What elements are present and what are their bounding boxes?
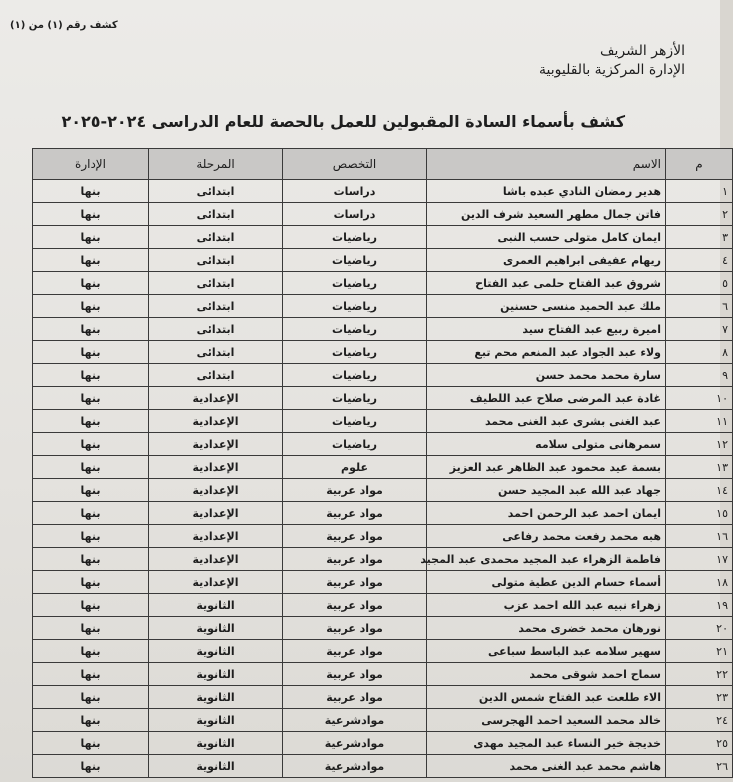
administration-cell: بنها [33, 295, 149, 318]
table-row [33, 203, 733, 226]
table-row [33, 341, 733, 364]
specialty-cell: رياضيات [283, 318, 427, 341]
person-name-cell: اميرة ربيع عبد الفتاح سيد [427, 318, 666, 341]
row-number-cell: ٢٠ [666, 617, 733, 640]
table-row [33, 226, 733, 249]
row-number-cell: ٢٤ [666, 709, 733, 732]
specialty-cell: دراسات [283, 180, 427, 203]
stage-cell: الثانوية [149, 732, 283, 755]
administration-cell: بنها [33, 272, 149, 295]
header-admin: الإدارة [33, 149, 149, 180]
person-name-cell: فاتن جمال مطهر السعيد شرف الدين [427, 203, 666, 226]
stage-cell: الثانوية [149, 640, 283, 663]
administration-cell: بنها [33, 594, 149, 617]
org-line-2: الإدارة المركزية بالقليوبية [539, 62, 685, 78]
specialty-cell: مواد عربية [283, 686, 427, 709]
administration-cell: بنها [33, 249, 149, 272]
header-no: م [666, 149, 733, 180]
administration-cell: بنها [33, 364, 149, 387]
row-number-cell: ٢٦ [666, 755, 733, 778]
administration-cell: بنها [33, 387, 149, 410]
row-number-cell: ١٥ [666, 502, 733, 525]
row-number-cell: ٨ [666, 341, 733, 364]
administration-cell: بنها [33, 686, 149, 709]
table-row [33, 640, 733, 663]
person-name-cell: عبد الغنى بشرى عبد الغنى محمد [427, 410, 666, 433]
stage-cell: الإعدادية [149, 479, 283, 502]
stage-cell: الإعدادية [149, 571, 283, 594]
table-row [33, 479, 733, 502]
stage-cell: ابتدائى [149, 226, 283, 249]
administration-cell: بنها [33, 571, 149, 594]
specialty-cell: مواد عربية [283, 640, 427, 663]
specialty-cell: رياضيات [283, 249, 427, 272]
person-name-cell: فاطمة الزهراء عبد المجيد محمدى عبد المجيد [427, 548, 666, 571]
person-name-cell: بسمة عيد محمود عبد الظاهر عبد العزيز [427, 456, 666, 479]
table-row [33, 410, 733, 433]
table-row [33, 525, 733, 548]
stage-cell: الثانوية [149, 617, 283, 640]
specialty-cell: رياضيات [283, 295, 427, 318]
administration-cell: بنها [33, 732, 149, 755]
row-number-cell: ١٧ [666, 548, 733, 571]
table-header-row [33, 149, 733, 180]
stage-cell: الثانوية [149, 663, 283, 686]
stage-cell: الإعدادية [149, 456, 283, 479]
person-name-cell: ولاء عبد الجواد عبد المنعم محم تبع [427, 341, 666, 364]
specialty-cell: دراسات [283, 203, 427, 226]
person-name-cell: هبه محمد رفعت محمد رفاعى [427, 525, 666, 548]
table-row [33, 617, 733, 640]
person-name-cell: ايمان كامل متولى حسب النبى [427, 226, 666, 249]
administration-cell: بنها [33, 525, 149, 548]
row-number-cell: ٥ [666, 272, 733, 295]
table-row [33, 364, 733, 387]
table-row [33, 433, 733, 456]
row-number-cell: ١٠ [666, 387, 733, 410]
table-row [33, 755, 733, 778]
row-number-cell: ٣ [666, 226, 733, 249]
person-name-cell: سهير سلامه عبد الباسط سباعى [427, 640, 666, 663]
administration-cell: بنها [33, 341, 149, 364]
table-row [33, 548, 733, 571]
specialty-cell: مواد عربية [283, 617, 427, 640]
administration-cell: بنها [33, 318, 149, 341]
administration-cell: بنها [33, 180, 149, 203]
person-name-cell: أسماء حسام الدين عطية متولى [427, 571, 666, 594]
stage-cell: ابتدائى [149, 295, 283, 318]
row-number-cell: ٤ [666, 249, 733, 272]
stage-cell: الثانوية [149, 755, 283, 778]
organization-header [539, 42, 685, 80]
administration-cell: بنها [33, 502, 149, 525]
sheet-number: كشف رقم (١) من (١) [10, 20, 118, 31]
person-name-cell: ريهام عفيفى ابراهيم العمرى [427, 249, 666, 272]
table-row [33, 249, 733, 272]
administration-cell: بنها [33, 433, 149, 456]
row-number-cell: ٢٢ [666, 663, 733, 686]
row-number-cell: ١٩ [666, 594, 733, 617]
row-number-cell: ١٦ [666, 525, 733, 548]
specialty-cell: رياضيات [283, 272, 427, 295]
administration-cell: بنها [33, 617, 149, 640]
administration-cell: بنها [33, 709, 149, 732]
stage-cell: الثانوية [149, 686, 283, 709]
administration-cell: بنها [33, 203, 149, 226]
person-name-cell: سماح احمد شوقى محمد [427, 663, 666, 686]
specialty-cell: رياضيات [283, 226, 427, 249]
person-name-cell: هاشم محمد عبد الغنى محمد [427, 755, 666, 778]
header-specialty: التخصص [283, 149, 427, 180]
stage-cell: ابتدائى [149, 180, 283, 203]
specialty-cell: مواد عربية [283, 502, 427, 525]
administration-cell: بنها [33, 410, 149, 433]
specialty-cell: موادشرعية [283, 732, 427, 755]
person-name-cell: سارة محمد محمد حسن [427, 364, 666, 387]
stage-cell: الإعدادية [149, 548, 283, 571]
table-row [33, 594, 733, 617]
specialty-cell: موادشرعية [283, 755, 427, 778]
table-row [33, 571, 733, 594]
person-name-cell: الاء طلعت عبد الفتاح شمس الدين [427, 686, 666, 709]
table-body [33, 180, 733, 778]
stage-cell: الإعدادية [149, 525, 283, 548]
row-number-cell: ٢١ [666, 640, 733, 663]
table-row [33, 387, 733, 410]
stage-cell: الإعدادية [149, 502, 283, 525]
table-row [33, 272, 733, 295]
administration-cell: بنها [33, 663, 149, 686]
person-name-cell: ايمان احمد عبد الرحمن احمد [427, 502, 666, 525]
stage-cell: الإعدادية [149, 433, 283, 456]
specialty-cell: موادشرعية [283, 709, 427, 732]
specialty-cell: رياضيات [283, 364, 427, 387]
row-number-cell: ١١ [666, 410, 733, 433]
row-number-cell: ٢٥ [666, 732, 733, 755]
specialty-cell: رياضيات [283, 341, 427, 364]
stage-cell: ابتدائى [149, 318, 283, 341]
specialty-cell: مواد عربية [283, 594, 427, 617]
specialty-cell: مواد عربية [283, 663, 427, 686]
table-row [33, 709, 733, 732]
person-name-cell: خالد محمد السعيد احمد الهجرسى [427, 709, 666, 732]
stage-cell: ابتدائى [149, 249, 283, 272]
administration-cell: بنها [33, 548, 149, 571]
specialty-cell: مواد عربية [283, 571, 427, 594]
administration-cell: بنها [33, 640, 149, 663]
table-row [33, 732, 733, 755]
table-row [33, 318, 733, 341]
org-line-1: الأزهر الشريف [600, 43, 685, 59]
row-number-cell: ٢ [666, 203, 733, 226]
stage-cell: ابتدائى [149, 203, 283, 226]
stage-cell: الإعدادية [149, 410, 283, 433]
specialty-cell: مواد عربية [283, 525, 427, 548]
specialty-cell: رياضيات [283, 433, 427, 456]
stage-cell: الثانوية [149, 594, 283, 617]
person-name-cell: سمرهانى متولى سلامه [427, 433, 666, 456]
stage-cell: ابتدائى [149, 364, 283, 387]
specialty-cell: علوم [283, 456, 427, 479]
administration-cell: بنها [33, 226, 149, 249]
row-number-cell: ٢٣ [666, 686, 733, 709]
row-number-cell: ١٤ [666, 479, 733, 502]
person-name-cell: شروق عبد الفتاح حلمى عبد الفتاح [427, 272, 666, 295]
table-row [33, 502, 733, 525]
stage-cell: الإعدادية [149, 387, 283, 410]
administration-cell: بنها [33, 479, 149, 502]
table-row [33, 295, 733, 318]
row-number-cell: ٧ [666, 318, 733, 341]
administration-cell: بنها [33, 755, 149, 778]
table-row [33, 686, 733, 709]
specialty-cell: رياضيات [283, 387, 427, 410]
row-number-cell: ١٨ [666, 571, 733, 594]
row-number-cell: ١٣ [666, 456, 733, 479]
specialty-cell: رياضيات [283, 410, 427, 433]
row-number-cell: ١٢ [666, 433, 733, 456]
header-name: الاسم [427, 149, 666, 180]
table-row [33, 456, 733, 479]
person-name-cell: ملك عبد الحميد منسى حسنين [427, 295, 666, 318]
specialty-cell: مواد عربية [283, 479, 427, 502]
accepted-list-table [32, 148, 733, 778]
document-title: كشف بأسماء السادة المقبولين للعمل بالحصة للعام الدراسى ٢٠٢٤-٢٠٢٥ [61, 112, 625, 131]
stage-cell: ابتدائى [149, 272, 283, 295]
table-row [33, 180, 733, 203]
stage-cell: الثانوية [149, 709, 283, 732]
person-name-cell: هدير رمضان النادي عبده باشا [427, 180, 666, 203]
person-name-cell: غادة عبد المرضى صلاح عبد اللطيف [427, 387, 666, 410]
table-row [33, 663, 733, 686]
row-number-cell: ١ [666, 180, 733, 203]
header-stage: المرحلة [149, 149, 283, 180]
administration-cell: بنها [33, 456, 149, 479]
specialty-cell: مواد عربية [283, 548, 427, 571]
stage-cell: ابتدائى [149, 341, 283, 364]
row-number-cell: ٩ [666, 364, 733, 387]
person-name-cell: خديجة خير النساء عبد المجيد مهدى [427, 732, 666, 755]
person-name-cell: نورهان محمد خضرى محمد [427, 617, 666, 640]
person-name-cell: جهاد عبد الله عبد المجيد حسن [427, 479, 666, 502]
row-number-cell: ٦ [666, 295, 733, 318]
person-name-cell: زهراء نبيه عبد الله احمد عزب [427, 594, 666, 617]
